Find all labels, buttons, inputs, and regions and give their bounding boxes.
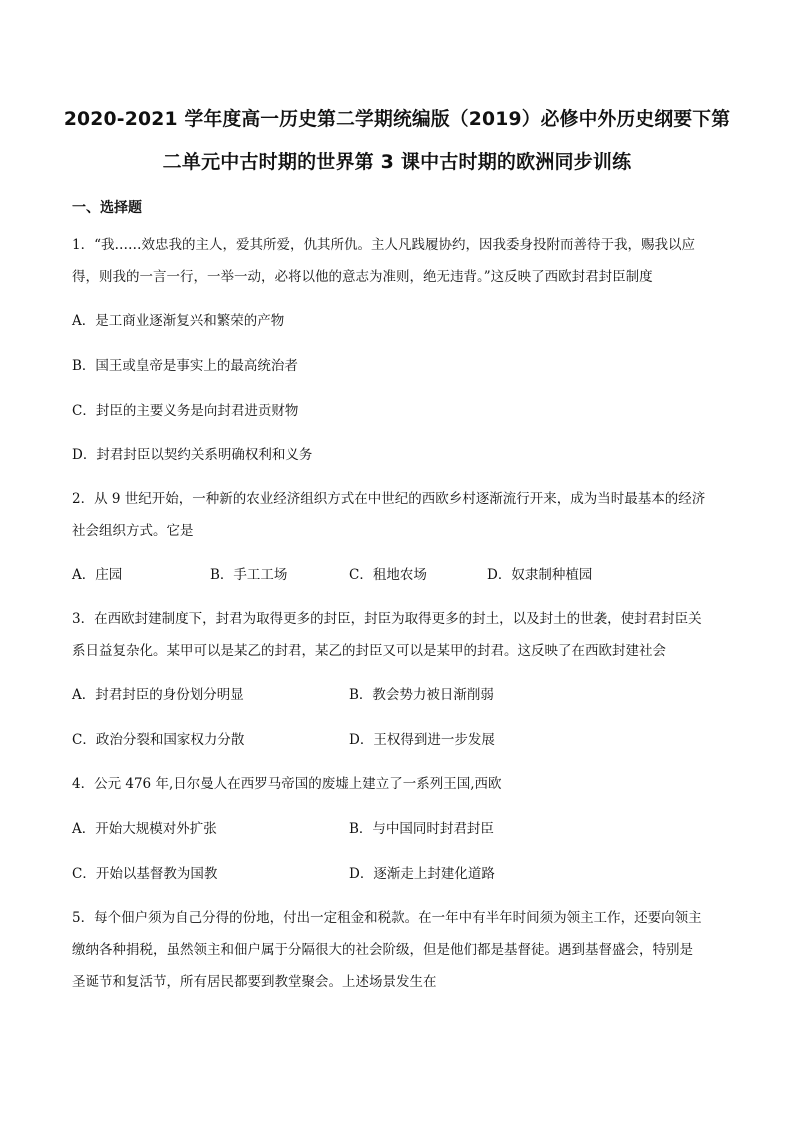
question-1-option-b: B．国王或皇帝是事实上的最高统治者 xyxy=(72,358,298,374)
document-title-line-1: 2020-2021 学年度高一历史第二学期统编版（2019）必修中外历史纲要下第 xyxy=(63,109,731,130)
question-2-option-c: C．租地农场 xyxy=(349,567,427,583)
question-2-text-line-2: 社会组织方式。它是 xyxy=(72,523,194,539)
question-3-text-line-2: 系日益复杂化。某甲可以是某乙的封君，某乙的封臣又可以是某甲的封君。这反映了在西欧封建社会 xyxy=(72,643,666,659)
question-2-option-d: D．奴隶制种植园 xyxy=(487,567,593,583)
question-3-option-c: C．政治分裂和国家权力分散 xyxy=(72,732,245,748)
question-3-option-d: D．王权得到进一步发展 xyxy=(349,732,495,748)
question-3-option-a: A．封君封臣的身份划分明显 xyxy=(72,687,244,703)
question-3-text-line-1: 3．在西欧封建制度下，封君为取得更多的封臣，封臣为取得更多的封土，以及封土的世袭，使封君封臣关 xyxy=(72,611,702,627)
question-1-text-line-1: 1．“我……效忠我的主人，爱其所爱，仇其所仇。主人凡践履协约，因我委身投附而善待于我，赐我以应 xyxy=(72,237,695,253)
question-5-text-line-1: 5．每个佃户须为自己分得的份地，付出一定租金和税款。在一年中有半年时间须为领主工作，还要向领主 xyxy=(72,910,702,926)
question-3-option-b: B．教会势力被日渐削弱 xyxy=(349,687,494,703)
section-heading: 一、选择题 xyxy=(72,200,142,216)
document-title-line-2: 二单元中古时期的世界第 3 课中古时期的欧洲同步训练 xyxy=(162,151,632,173)
question-2-option-a: A．庄园 xyxy=(72,567,123,583)
question-2-text-line-1: 2．从 9 世纪开始，一种新的农业经济组织方式在中世纪的西欧乡村逐渐流行开来，成为当时最基本的经济 xyxy=(72,491,706,507)
question-4-option-a: A．开始大规模对外扩张 xyxy=(72,821,217,837)
question-5-text-line-2: 缴纳各种捐税，虽然领主和佃户属于分隔很大的社会阶级，但是他们都是基督徒。遇到基督盛会，特别是 xyxy=(72,942,693,958)
question-1-option-a: A．是工商业逐渐复兴和繁荣的产物 xyxy=(72,313,285,329)
question-2-option-b: B．手工工场 xyxy=(210,567,288,583)
question-1-text-line-2: 得，则我的一言一行，一举一动，必将以他的意志为准则，绝无违背。”这反映了西欧封君封臣制度 xyxy=(72,269,653,285)
question-1-option-c: C．封臣的主要义务是向封君进贡财物 xyxy=(72,403,299,419)
question-4-option-d: D．逐渐走上封建化道路 xyxy=(349,866,495,882)
question-5-text-line-3: 圣诞节和复活节，所有居民都要到教堂聚会。上述场景发生在 xyxy=(72,974,437,990)
question-1-option-d: D．封君封臣以契约关系明确权利和义务 xyxy=(72,447,313,463)
question-4-option-b: B．与中国同时封君封臣 xyxy=(349,821,494,837)
question-4-text-line-1: 4．公元 476 年,日尔曼人在西罗马帝国的废墟上建立了一系列王国,西欧 xyxy=(72,776,502,792)
question-4-option-c: C．开始以基督教为国教 xyxy=(72,866,218,882)
